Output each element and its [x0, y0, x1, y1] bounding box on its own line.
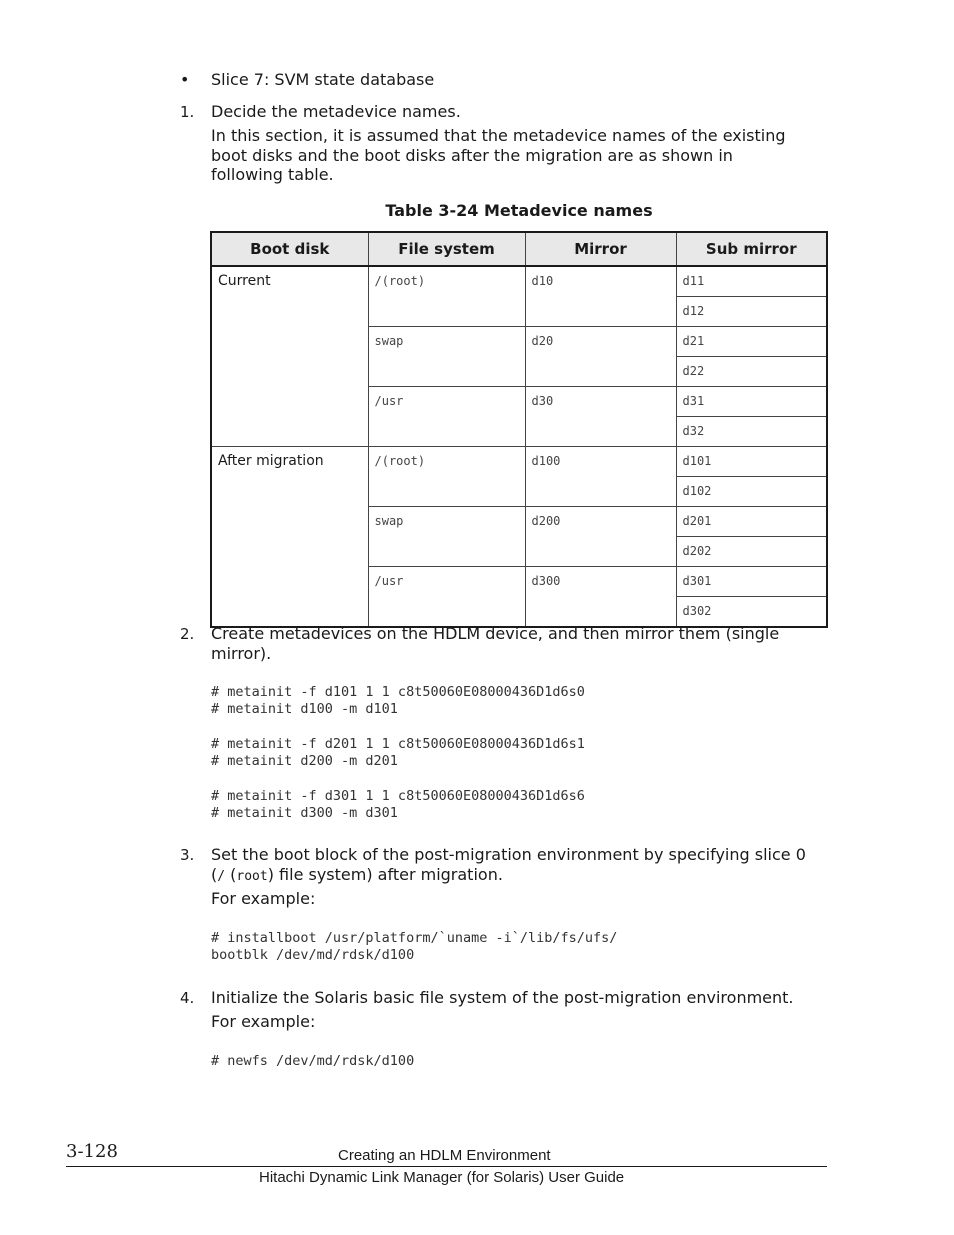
- step3-line1: Set the boot block of the post-migration environment by specifying slice 0: [211, 845, 806, 864]
- footer-guide-title: Hitachi Dynamic Link Manager (for Solaris) User Guide: [259, 1169, 625, 1186]
- page-number: 3-128: [66, 1141, 118, 1162]
- sub-mirror-cell: d102: [676, 477, 827, 507]
- header-mirror: Mirror: [525, 232, 676, 266]
- sub-mirror-cell: d302: [676, 597, 827, 628]
- mirror-cell: d10: [525, 266, 676, 327]
- step1-para-line: following table.: [211, 165, 334, 184]
- step3-code-block: # installboot /usr/platform/`uname -i`/lib/fs/ufs/ bootblk /dev/md/rdsk/d100: [211, 930, 618, 964]
- step1-number: 1.: [180, 103, 195, 121]
- table-row: [211, 266, 827, 297]
- mirror-cell: d300: [525, 567, 676, 628]
- footer-divider: [66, 1166, 827, 1167]
- sub-mirror-cell: d12: [676, 297, 827, 327]
- mirror-cell: d100: [525, 447, 676, 507]
- step3-root: root: [236, 868, 268, 884]
- step4-code-block: # newfs /dev/md/rdsk/d100: [211, 1053, 415, 1069]
- step2-text: [211, 624, 831, 663]
- step3-example-label: For example:: [211, 889, 316, 908]
- sub-mirror-cell: d202: [676, 537, 827, 567]
- step3-text: [211, 845, 836, 886]
- step3-rest: ) file system) after migration.: [267, 864, 503, 884]
- step3-paren: (: [225, 864, 237, 884]
- step2-number: 2.: [180, 625, 195, 643]
- file-system-cell: /(root): [368, 266, 525, 327]
- file-system-cell: /usr: [368, 567, 525, 628]
- sub-mirror-cell: d11: [676, 266, 827, 297]
- bullet-symbol: •: [180, 70, 190, 89]
- step1-title: Decide the metadevice names.: [211, 102, 461, 121]
- step4-example-label: For example:: [211, 1012, 316, 1031]
- step1-para-line: boot disks and the boot disks after the migration are as shown in: [211, 145, 733, 165]
- step1-paragraph: [211, 126, 831, 185]
- mirror-cell: d200: [525, 507, 676, 567]
- step3-number: 3.: [180, 846, 195, 864]
- step3-open-paren: (: [211, 864, 218, 884]
- sub-mirror-cell: d201: [676, 507, 827, 537]
- metadevice-table: [210, 231, 828, 628]
- header-file-system: File system: [368, 232, 525, 266]
- step1-para-line: In this section, it is assumed that the metadevice names of the existing: [211, 126, 786, 145]
- table-header-row: [211, 232, 827, 266]
- boot-disk-cell: Current: [211, 266, 368, 447]
- mirror-cell: d20: [525, 327, 676, 387]
- file-system-cell: /(root): [368, 447, 525, 507]
- sub-mirror-cell: d101: [676, 447, 827, 477]
- step2-text-line: mirror).: [211, 643, 272, 663]
- footer-chapter: Creating an HDLM Environment: [338, 1147, 551, 1164]
- step3-slash: /: [217, 868, 226, 884]
- sub-mirror-cell: d22: [676, 357, 827, 387]
- header-boot-disk: Boot disk: [211, 232, 368, 266]
- table-row: [211, 447, 827, 477]
- table-caption: Table 3-24 Metadevice names: [385, 201, 653, 220]
- step2-text-line: Create metadevices on the HDLM device, and then mirror them (single: [211, 624, 780, 643]
- boot-disk-cell: After migration: [211, 447, 368, 628]
- step3-line2: [211, 865, 836, 887]
- sub-mirror-cell: d21: [676, 327, 827, 357]
- sub-mirror-cell: d301: [676, 567, 827, 597]
- step2-code-block: # metainit -f d101 1 1 c8t50060E08000436D1d6s0 # metainit d100 -m d101 # metainit -f d201 1 1 c8t50060E08000436D1d6s1 # metainit d200 -m d201 # metainit -f d301 1 1 c8t50060E08000436D1d6s6 # metainit d300 -m d301: [211, 684, 585, 822]
- header-sub-mirror: Sub mirror: [676, 232, 827, 266]
- file-system-cell: swap: [368, 327, 525, 387]
- bullet-text: Slice 7: SVM state database: [211, 70, 435, 89]
- file-system-cell: /usr: [368, 387, 525, 447]
- sub-mirror-cell: d31: [676, 387, 827, 417]
- mirror-cell: d30: [525, 387, 676, 447]
- sub-mirror-cell: d32: [676, 417, 827, 447]
- step4-text: Initialize the Solaris basic file system of the post-migration environment.: [211, 988, 794, 1007]
- file-system-cell: swap: [368, 507, 525, 567]
- step4-number: 4.: [180, 989, 195, 1007]
